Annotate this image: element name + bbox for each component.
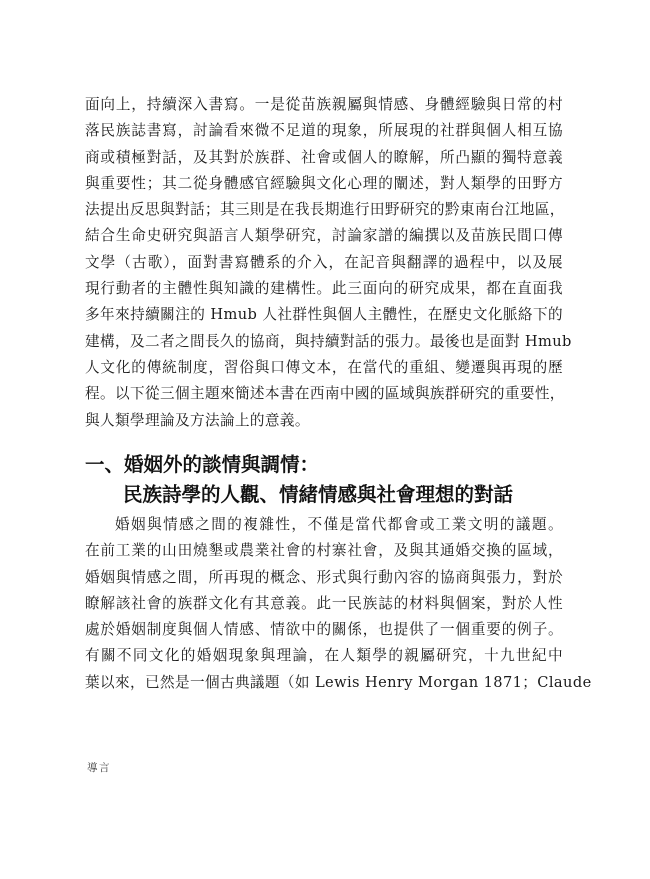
section-heading-subtitle: 民族詩學的人觀、情緒情感與社會理想的對話 (123, 483, 514, 506)
intro-line-7: 文學（古歌），面對書寫體系的介入，在記音與翻譯的過程中，以及展 (85, 253, 563, 271)
intro-line-5: 法提出反思與對話；其三則是在我長期進行田野研究的黔東南台江地區， (85, 201, 565, 219)
running-footer: 導言 (87, 762, 111, 774)
intro-line-4: 與重要性；其二從身體感官經驗與文化心理的闡述，對人類學的田野方 (85, 174, 563, 192)
section-line-2: 在前工業的山田燒墾或農業社會的村寨社會，及與其通婚交換的區域， (85, 542, 563, 560)
intro-line-9: 多年來持續關注的 Hmub 人社群性與個人主體性，在歷史文化脈絡下的 (85, 306, 563, 324)
section-heading (85, 450, 563, 510)
intro-line-12: 程。以下從三個主題來簡述本書在西南中國的區域與族群研究的重要性， (85, 385, 565, 403)
section-line-7: 葉以來，已然是一個古典議題（如 Lewis Henry Morgan 1871；Claude (85, 673, 592, 691)
intro-line-1: 面向上，持續深入書寫。一是從苗族親屬與情感、身體經驗與日常的村 (85, 96, 563, 113)
intro-line-2: 落民族誌書寫，討論看來微不足道的現象，所展現的社群與個人相互協 (85, 122, 563, 140)
intro-line-6: 結合生命史研究與語言人類學研究，討論家譜的編撰以及苗族民間口傳 (85, 227, 563, 245)
intro-line-10: 建構，及二者之間長久的協商，與持續對話的張力。最後也是面對 Hmub (85, 332, 572, 350)
section-heading-title: 一、婚姻外的談情與調情： (85, 453, 320, 476)
section-line-6: 有關不同文化的婚姻現象與理論，在人類學的親屬研究，十九世紀中 (85, 647, 563, 665)
section-line-1: 婚姻與情感之間的複雜性，不僅是當代都會或工業文明的議題。 (115, 516, 563, 533)
section-paragraph (85, 512, 592, 696)
intro-line-13: 與人類學理論及方法論上的意義。 (85, 411, 310, 429)
section-line-4: 瞭解該社會的族群文化有其意義。此一民族誌的材料與個案，對於人性 (85, 594, 563, 612)
section-line-5: 處於婚姻制度與個人情感、情欲中的關係，也提供了一個重要的例子。 (85, 621, 563, 639)
intro-line-3: 商或積極對話，及其對於族群、社會或個人的瞭解，所凸顯的獨特意義 (85, 148, 563, 166)
intro-paragraph (85, 92, 572, 434)
intro-line-8: 現行動者的主體性與知識的建構性。此三面向的研究成果，都在直面我 (85, 280, 563, 298)
intro-line-11: 人文化的傳統制度，習俗與口傳文本，在當代的重組、變遷與再現的歷 (85, 358, 563, 376)
section-line-3: 婚姻與情感之間，所再現的概念、形式與行動內容的協商與張力，對於 (85, 568, 563, 586)
